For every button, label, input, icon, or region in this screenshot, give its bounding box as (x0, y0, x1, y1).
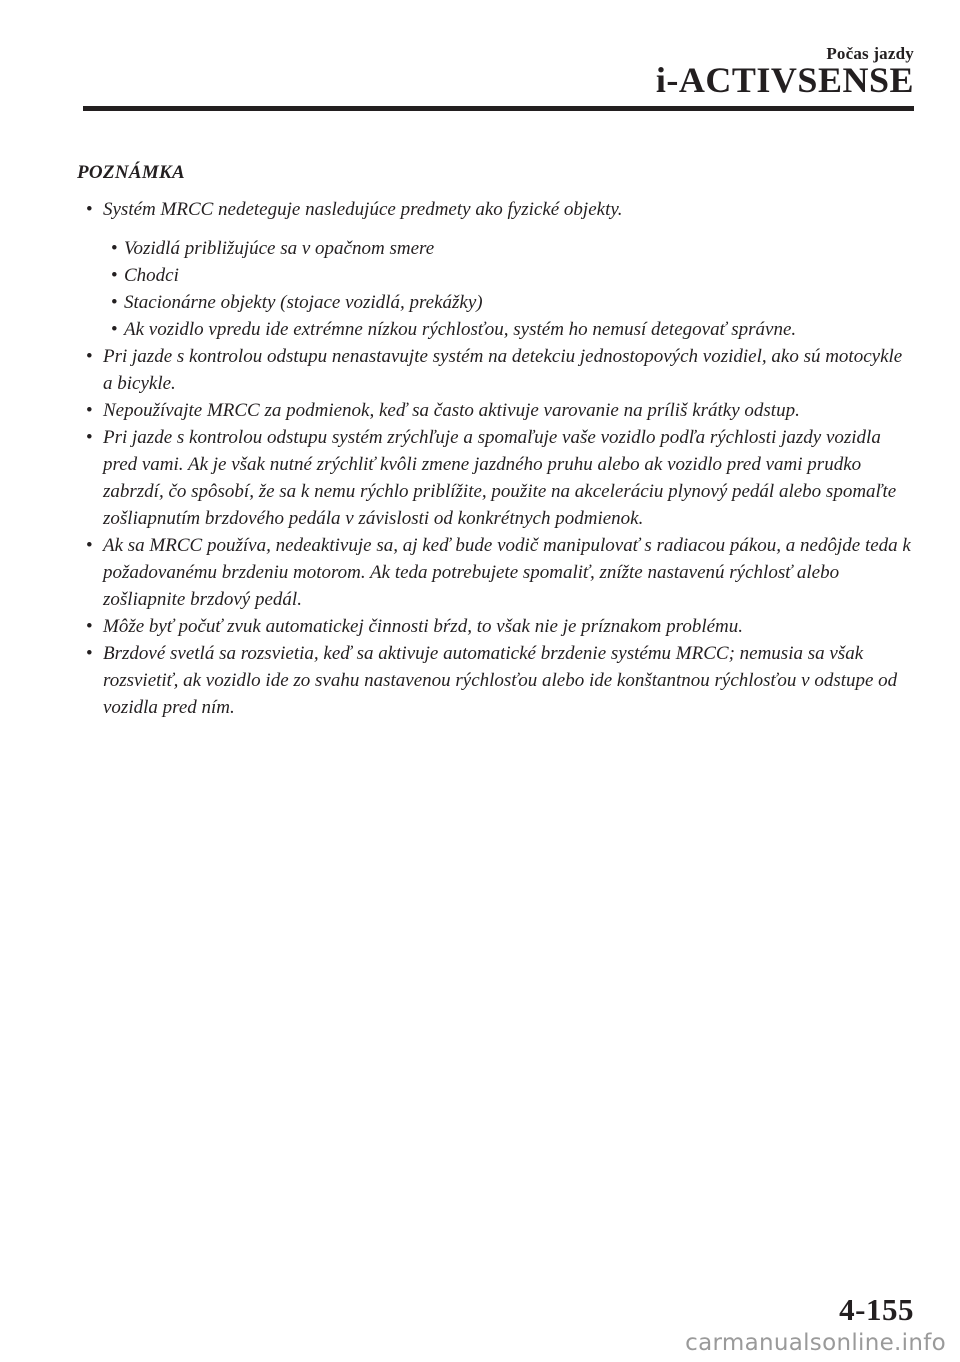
list-item-text: Brzdové svetlá sa rozsvietia, keď sa aktivuje automatické brzdenie systému MRCC; nemusia sa však rozsvietiť, ak vozidlo ide zo svahu nastavenou rýchlosťou alebo ide konštantnou rýchlosťou v odstupe od vozidla pred ním. (103, 643, 898, 718)
note-heading: POZNÁMKA (77, 162, 185, 183)
sub-list-item-text: Stacionárne objekty (stojace vozidlá, prekážky) (124, 292, 483, 313)
sub-list-item-text: Vozidlá približujúce sa v opačnom smere (124, 238, 435, 259)
bullet: • (86, 643, 93, 664)
chapter-title: i-ACTIVSENSE (655, 60, 914, 100)
list-item (77, 613, 912, 640)
sub-list-item (103, 289, 912, 316)
sub-list-item (103, 316, 912, 343)
list-item-text: Ak sa MRCC používa, nedeaktivuje sa, aj keď bude vodič manipulovať s radiacou pákou, a nedôjde teda k požadovanému brzdeniu motorom. Ak teda potrebujete spomaliť, znížte nastavenú rýchlosť alebo zošliapnite brzdový pedál. (103, 535, 911, 610)
list-item (77, 196, 912, 223)
bullet: • (111, 238, 118, 259)
list-item (77, 343, 912, 397)
bullet: • (111, 319, 118, 340)
list-item-text: Môže byť počuť zvuk automatickej činnosti bŕzd, to však nie je príznakom problému. (103, 616, 743, 637)
list-item (77, 532, 912, 613)
list-item (77, 424, 912, 532)
list-item-text: Pri jazde s kontrolou odstupu nenastavujte systém na detekciu jednostopových vozidiel, ako sú motocykle a bicykle. (103, 346, 903, 394)
bullet: • (111, 265, 118, 286)
sub-list-item (103, 262, 912, 289)
bullet: • (86, 346, 93, 367)
bullet: • (86, 199, 93, 220)
bullet: • (86, 616, 93, 637)
list-item-text: Systém MRCC nedeteguje nasledujúce predmety ako fyzické objekty. (103, 199, 623, 220)
list-item (77, 640, 912, 721)
list-item-text: Nepoužívajte MRCC za podmienok, keď sa často aktivuje varovanie na príliš krátky odstup. (103, 400, 800, 421)
bullet: • (111, 292, 118, 313)
bullet: • (86, 400, 93, 421)
bullet: • (86, 427, 93, 448)
sub-list-item (103, 235, 912, 262)
sub-list-item-text: Ak vozidlo vpredu ide extrémne nízkou rýchlosťou, systém ho nemusí detegovať správne. (124, 319, 797, 340)
section-title: Počas jazdy (826, 44, 914, 63)
note-list (77, 196, 912, 721)
list-item (77, 397, 912, 424)
sub-list (103, 235, 912, 343)
watermark: carmanualsonline.info (685, 1330, 946, 1356)
list-item-text: Pri jazde s kontrolou odstupu systém zrýchľuje a spomaľuje vaše vozidlo podľa rýchlosti jazdy vozidla pred vami. Ak je však nutné zrýchliť kvôli zmene jazdného pruhu alebo ak vozidlo pred vami prudko zabrzdí, čo spôsobí, že sa k nemu rýchlo priblížite, použite na akceleráciu plynový pedál alebo spomaľte zošliapnutím brzdového pedála v závislosti od konkrétnych podmienok. (103, 427, 897, 529)
header-divider (83, 106, 914, 111)
page-number: 4-155 (839, 1292, 914, 1327)
sub-list-item-text: Chodci (124, 265, 179, 286)
bullet: • (86, 535, 93, 556)
